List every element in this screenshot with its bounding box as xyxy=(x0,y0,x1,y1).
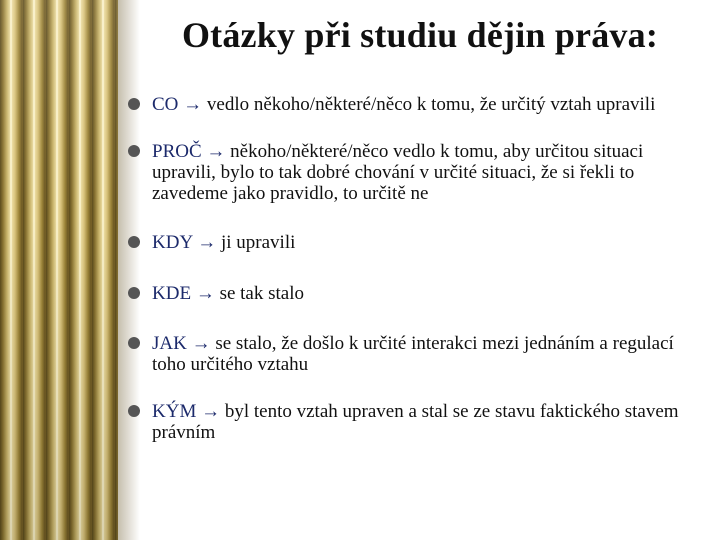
bullet-dot-icon xyxy=(128,337,140,349)
list-item-co xyxy=(128,94,708,115)
list-item-kdy xyxy=(128,232,708,253)
question-keyword: JAK xyxy=(152,333,187,354)
gold-column-decoration xyxy=(0,0,118,540)
list-item-proc xyxy=(128,141,708,204)
question-keyword: CO xyxy=(152,94,179,115)
question-keyword: KÝM xyxy=(152,401,197,422)
question-text: někoho/některé/něco vedlo k tomu, aby určitou situaci upravili, bylo to tak dobré chování v určité situaci, že si řekli to zavedeme jako pravidlo, to určitě ne xyxy=(152,141,644,204)
bullet-dot-icon xyxy=(128,287,140,299)
question-text: byl tento vztah upraven a stal se ze stavu faktického stavem právním xyxy=(152,401,679,443)
arrow-icon: → xyxy=(191,333,211,354)
arrow-icon: → xyxy=(195,283,215,304)
arrow-icon: → xyxy=(183,94,203,115)
question-text: vedlo někoho/některé/něco k tomu, že určitý vztah upravili xyxy=(206,94,656,115)
list-item-kym xyxy=(128,401,708,443)
bullet-dot-icon xyxy=(128,145,140,157)
bullet-dot-icon xyxy=(128,98,140,110)
list-item-jak xyxy=(128,333,708,375)
question-keyword: KDE xyxy=(152,283,192,304)
arrow-icon: → xyxy=(201,401,221,422)
list-item-kde xyxy=(128,283,708,304)
arrow-icon: → xyxy=(197,232,217,253)
slide-title: Otázky při studiu dějin práva: xyxy=(181,15,659,55)
bullet-dot-icon xyxy=(128,236,140,248)
question-text: se stalo, že došlo k určité interakci mezi jednáním a regulací toho určitého vztahu xyxy=(152,333,674,375)
question-keyword: KDY xyxy=(152,232,193,253)
question-keyword: PROČ xyxy=(152,141,202,162)
arrow-icon: → xyxy=(206,141,226,162)
question-text: ji upravili xyxy=(220,232,296,253)
question-text: se tak stalo xyxy=(219,283,304,304)
question-list xyxy=(128,94,708,443)
bullet-dot-icon xyxy=(128,405,140,417)
